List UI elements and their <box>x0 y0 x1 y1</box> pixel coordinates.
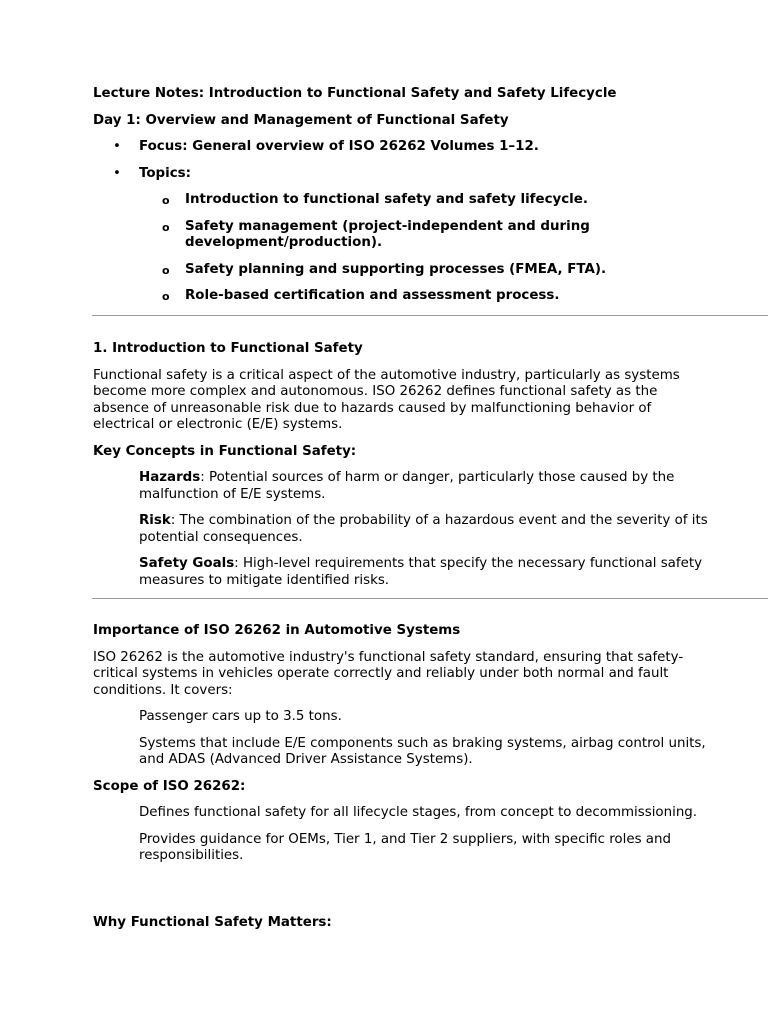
list-item: Systems that include E/E components such as braking systems, airbag control units, and ADAS (Advanced Driver Assistance Systems). <box>139 735 706 767</box>
section-heading: 1. Introduction to Functional Safety <box>93 341 363 356</box>
section-heading: Importance of ISO 26262 in Automotive Systems <box>93 623 461 638</box>
document-title: Lecture Notes: Introduction to Functional Safety and Safety Lifecycle <box>93 86 617 101</box>
topic-text: Safety management (project-independent and during development/production). <box>185 218 590 250</box>
concept-item <box>139 513 713 546</box>
list-item <box>139 288 713 305</box>
concept-term: Risk <box>139 513 171 528</box>
circle-bullet-icon: o <box>162 263 170 277</box>
concept-desc: : Potential sources of harm or danger, particularly those caused by the malfunction of E/E systems. <box>139 470 675 502</box>
focus-text: Focus: General overview of ISO 26262 Volumes 1–12. <box>139 139 539 154</box>
section-paragraph: ISO 26262 is the automotive industry's functional safety standard, ensuring that safety-critical systems in vehicles operate correctly and reliably under both normal and fault conditions. It covers: <box>93 649 684 698</box>
concept-term: Hazards <box>139 470 201 485</box>
circle-bullet-icon: o <box>162 194 170 207</box>
document-body <box>93 86 713 315</box>
concept-desc: : High-level requirements that specify the necessary functional safety measures to mitigate identified risks. <box>139 556 703 588</box>
circle-bullet-icon: o <box>162 220 170 234</box>
list-item: Passenger cars up to 3.5 tons. <box>139 709 342 724</box>
concept-desc: : The combination of the probability of a hazardous event and the severity of its potential consequences. <box>139 513 708 545</box>
topic-text: Introduction to functional safety and safety lifecycle. <box>185 192 588 207</box>
section-heading: Why Functional Safety Matters: <box>93 915 332 930</box>
list-item <box>139 192 713 209</box>
topics-list <box>139 192 713 305</box>
list-item <box>139 262 713 279</box>
list-item: Defines functional safety for all lifecycle stages, from concept to decommissioning. <box>139 805 698 820</box>
concept-term: Safety Goals <box>139 556 235 571</box>
agenda-list <box>93 139 713 305</box>
concept-item <box>139 556 713 589</box>
circle-bullet-icon: o <box>162 290 170 303</box>
list-item: Provides guidance for OEMs, Tier 1, and Tier 2 suppliers, with specific roles and responsibilities. <box>139 831 672 863</box>
topics-label: Topics: <box>139 165 191 181</box>
concept-item <box>139 470 713 503</box>
section-paragraph: Functional safety is a critical aspect of the automotive industry, particularly as systems become more complex and autonomous. ISO 26262 defines functional safety as the absence of unreasonable risk due to hazards caused by malfunctioning behavior of electrical or electronic (E/E) systems. <box>93 367 680 432</box>
topic-text: Role-based certification and assessment process. <box>185 288 560 303</box>
section-importance <box>93 623 713 865</box>
topic-text: Safety planning and supporting processes (FMEA, FTA). <box>185 261 607 277</box>
section-why <box>93 915 713 932</box>
list-item <box>93 166 713 305</box>
bullet-icon: • <box>113 139 121 154</box>
scope-heading: Scope of ISO 26262: <box>93 778 246 794</box>
list-item <box>93 139 713 156</box>
key-concepts-heading: Key Concepts in Functional Safety: <box>93 443 357 459</box>
divider <box>92 598 768 599</box>
list-item <box>139 219 713 252</box>
bullet-icon: • <box>113 165 121 181</box>
divider <box>92 315 768 316</box>
section-intro <box>93 341 713 589</box>
day-heading: Day 1: Overview and Management of Functional Safety <box>93 112 509 128</box>
